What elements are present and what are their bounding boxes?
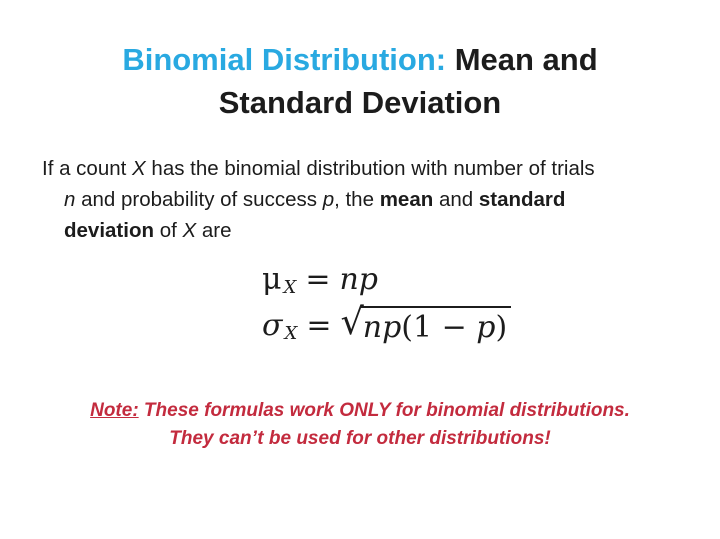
mu-symbol: μ xyxy=(262,261,282,297)
equals-sign: = xyxy=(306,307,332,343)
body-line-2 xyxy=(42,184,692,215)
mu-subscript: X xyxy=(283,277,297,298)
title-highlight: Binomial Distribution: xyxy=(122,42,447,77)
title-rest-line1: Mean and xyxy=(446,42,598,77)
body-text-segment: , the xyxy=(334,188,380,211)
body-text-segment: has the binomial distribution with number of trials xyxy=(145,157,595,180)
body-line-3 xyxy=(42,215,692,246)
note-line-1 xyxy=(0,397,720,425)
radical-sign-icon: √ xyxy=(340,299,364,343)
radicand-open: (1 − xyxy=(401,309,477,345)
var-n: n xyxy=(64,188,76,211)
radicand-p: p xyxy=(476,309,496,345)
var-x: X xyxy=(182,219,197,242)
equals-sign: = xyxy=(305,261,331,297)
body-text-segment: of xyxy=(154,219,183,242)
formulas-block xyxy=(262,256,511,348)
radicand-np: np xyxy=(362,309,402,345)
term-mean: mean xyxy=(379,188,434,211)
note-line-2: They can’t be used for other distributions! xyxy=(169,428,551,449)
note-text: These formulas work ONLY for binomial distributions. xyxy=(138,400,630,421)
term-standard: standard xyxy=(478,188,566,211)
sigma-symbol: σ xyxy=(262,307,283,343)
term-deviation: deviation xyxy=(64,219,154,242)
sigma-subscript: X xyxy=(284,323,298,344)
var-x: X xyxy=(132,157,146,180)
body-line-1 xyxy=(42,153,692,184)
body-paragraph xyxy=(42,153,692,246)
var-p: p xyxy=(322,188,335,211)
note-label: Note: xyxy=(90,400,139,421)
square-root xyxy=(340,299,511,345)
formula-sd xyxy=(262,299,511,348)
body-text-segment: are xyxy=(196,219,232,242)
mean-expression: np xyxy=(339,261,378,297)
body-text-segment: and xyxy=(433,188,479,211)
radicand xyxy=(361,306,511,345)
slide-title xyxy=(0,38,720,124)
body-text-segment: and probability of success xyxy=(75,188,323,211)
formula-mean xyxy=(262,256,511,302)
radicand-close: ) xyxy=(495,309,508,345)
title-line2: Standard Deviation xyxy=(218,85,502,120)
body-text-segment: If a count xyxy=(42,157,133,180)
note-block xyxy=(0,397,720,453)
